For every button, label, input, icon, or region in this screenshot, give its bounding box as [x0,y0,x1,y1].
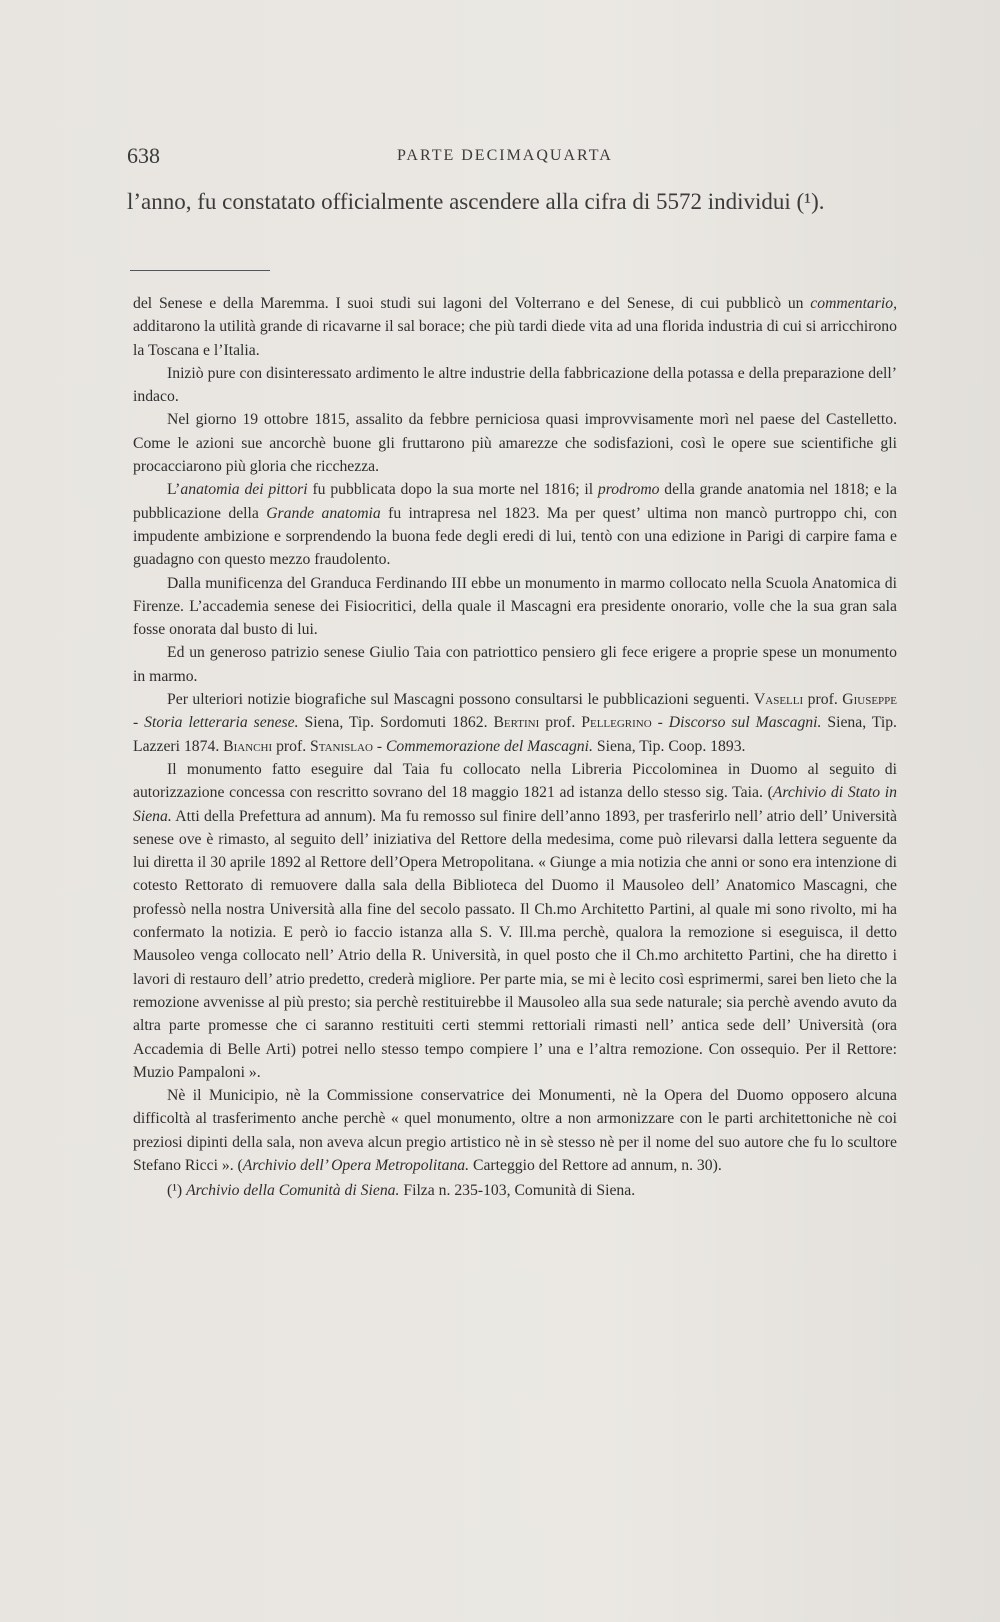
continued-text: l’anno, fu constatato officialmente ascendere alla cifra di 5572 individui (¹). [127,189,825,214]
page-number: 638 [127,143,160,168]
paragraph-7-bibliography: Per ulteriori notizie biografiche sul Mascagni possono consultarsi le pubblicazioni seguenti. Vaselli prof. Giuseppe - Storia letteraria senese. Siena, Tip. Sordomuti 1862. Bertini prof. Pellegrino - Discorso sul Mascagni. Siena, Tip. Lazzeri 1874. Bianchi prof. Stanislao - Commemorazione del Mascagni. Siena, Tip. Coop. 1893. [133,691,897,755]
paragraph-1: del Senese e della Maremma. I suoi studi sui lagoni del Volterrano e del Senese, di cui pubblicò un commentario, additarono la utilità grande di ricavarne il sal borace; che più tardi diede vita ad una florida industria di cui si arricchirono la Toscana e l’Italia. [133,295,897,359]
paragraph-3: Nel giorno 19 ottobre 1815, assalito da febbre perniciosa quasi improvvisamente morì nel paese del Castelletto. Come le azioni sue ancorchè buone gli fruttarono più amarezze che sodisfazioni, così le opere sue scientifiche gli procacciarono più gloria che ricchezza. [133,411,897,476]
divider [130,270,270,271]
page-header [127,143,897,173]
paragraph-6: Ed un generoso patrizio senese Giulio Taia con patriottico pensiero gli fece erigere a proprie spese un monumento in marmo. [133,644,897,685]
running-title: PARTE DECIMAQUARTA [397,147,613,164]
paragraph-9: Nè il Municipio, nè la Commissione conservatrice dei Monumenti, nè la Opera del Duomo opposero alcuna difficoltà al trasferimento anche perchè « quel monumento, oltre a non armonizzare con le parti architettoniche nè coi preziosi dipinti della sala, non aveva alcun pregio artistico nè in sè stesso nè per il nome del suo autore che fu lo scultore Stefano Ricci ». (Archivio dell’ Opera Metropolitana. Carteggio del Rettore ad annum, n. 30). [133,1087,897,1174]
paragraph-4: L’anatomia dei pittori fu pubblicata dopo la sua morte nel 1816; il prodromo della grande anatomia nel 1818; e la pubblicazione della Grande anatomia fu intrapresa nel 1823. Ma per quest’ ultima non mancò purtroppo chi, con impudente ambizione e sorprendendo la buona fede degli eredi di lui, tentò con una edizione in Parigi di carpire fama e guadagno con questo mezzo fraudolento. [133,481,897,569]
paragraph-8: Il monumento fatto eseguire dal Taia fu collocato nella Libreria Piccolominea in Duomo al seguito di autorizzazione concessa con rescritto sovrano del 18 maggio 1821 ad istanza dello stesso sig. Taia. (Archivio di Stato in Siena. Atti della Prefettura ad annum). Ma fu remosso sul finire dell’anno 1893, per trasferirlo nell’ atrio dell’ Università senese ove è rimasto, al seguito dell’ iniziativa del Rettore della medesima, come può rilevarsi dalla lettera seguente da lui diretta il 30 aprile 1892 al Rettore dell’Opera Metropolitana. « Giunge a mia notizia che anni or sono era intenzione di cotesto Rettorato di remuovere dalla sala della Biblioteca del Duomo il Mausoleo dell’ Anatomico Mascagni, che professò nella nostra Università alla fine del secolo passato. Il Ch.mo Architetto Partini, al quale mi sono rivolto, mi ha confermato la notizia. E però io faccio istanza alla S. V. Ill.ma perchè, qualora la remozione si eseguisca, il detto Mausoleo venga collocato nell’ Atrio della R. Università, in quel posto che il Ch.mo architetto Partini, che ha diretto i lavori di restauro dell’ atrio predetto, crederà migliore. Per parte mia, se mi è lecito così esprimermi, sarei ben lieto che la remozione avvenisse al più presto; sia perchè restituirebbe il Mausoleo alla sua sede naturale; sia perchè avendo avuto da altra parte promesse che ci saranno restituiti certi stemmi rettoriali rimasti nell’ antica sede dell’ Università (ora Accademia di Belle Arti) potrei nello stesso tempo compiere l’ una e l’altra remozione. Con ossequio. Per il Rettore: Muzio Pampaloni ». [133,760,897,1081]
body-text [133,292,897,1203]
footnote: (¹) Archivio della Comunità di Siena. Filza n. 235-103, Comunità di Siena. [167,1182,636,1200]
paragraph-2: Iniziò pure con disinteressato ardimento le altre industrie della fabbricazione della potassa e della preparazione dell’ indaco. [133,364,897,406]
paragraph-5: Dalla munificenza del Granduca Ferdinando III ebbe un monumento in marmo collocato nella Scuola Anatomica di Firenze. L’accademia senese dei Fisiocritici, della quale il Mascagni era presidente onorario, volle che la sua gran sala fosse onorata dal busto di lui. [133,574,897,639]
